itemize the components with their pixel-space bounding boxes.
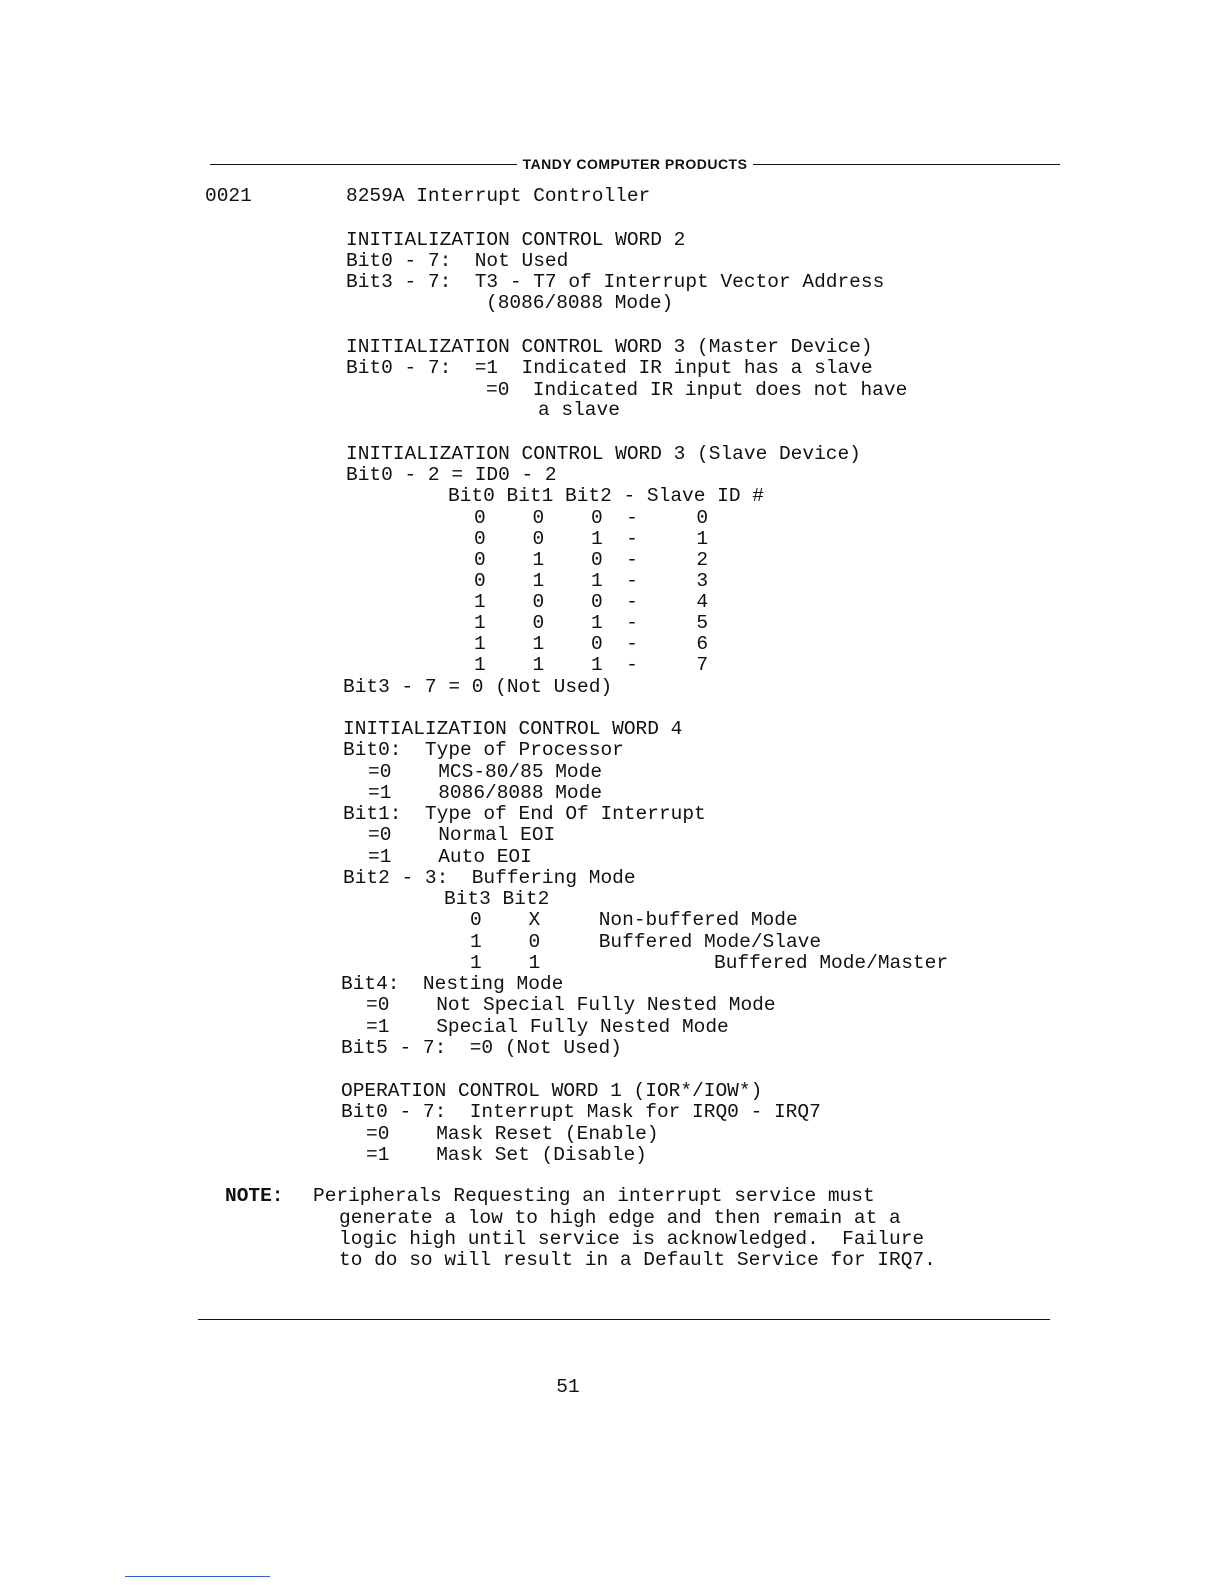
icw3-slave-heading: INITIALIZATION CONTROL WORD 3 (Slave Device) [346, 443, 861, 465]
table-row: 0 0 1 - 1 [474, 528, 709, 550]
icw3-slave-line1: Bit0 - 2 = ID0 - 2 [346, 464, 557, 486]
header-rule-right [753, 164, 1060, 165]
table-row: 1 1 1 - 7 [474, 654, 709, 676]
table-row-bits: 1 1 [470, 952, 541, 974]
table-row: 0 1 1 - 3 [474, 570, 709, 592]
ocw1-line1: Bit0 - 7: Interrupt Mask for IRQ0 - IRQ7 [341, 1101, 821, 1123]
icw4-bit5-7: Bit5 - 7: =0 (Not Used) [341, 1037, 622, 1059]
footer-rule [198, 1319, 1050, 1320]
table-row: 1 0 Buffered Mode/Slave [470, 931, 822, 953]
icw4-bit0-v0: =0 MCS-80/85 Mode [368, 761, 603, 783]
icw4-heading: INITIALIZATION CONTROL WORD 4 [343, 718, 683, 740]
ocw1-heading: OPERATION CONTROL WORD 1 (IOR*/IOW*) [341, 1080, 763, 1102]
icw4-bit4-v1: =1 Special Fully Nested Mode [366, 1016, 729, 1038]
note-label: NOTE: [225, 1185, 284, 1207]
table-row-text: Buffered Mode/Master [714, 952, 949, 974]
header-rule-left [210, 164, 517, 165]
icw3-slave-footer: Bit3 - 7 = 0 (Not Used) [343, 676, 613, 698]
icw3-master-line3: a slave [538, 399, 620, 421]
section-code: 0021 [205, 185, 252, 207]
icw4-bit1-v0: =0 Normal EOI [368, 824, 556, 846]
icw4-bit1: Bit1: Type of End Of Interrupt [343, 803, 706, 825]
note-line1: Peripherals Requesting an interrupt service must [313, 1185, 875, 1207]
icw2-line1: Bit0 - 7: Not Used [346, 250, 569, 272]
note-line2: generate a low to high edge and then remain at a [339, 1207, 901, 1229]
note-line3: logic high until service is acknowledged. Failure [339, 1228, 925, 1250]
table-row: 1 0 1 - 5 [474, 612, 709, 634]
bottom-scan-line [125, 1576, 270, 1577]
icw2-line2: Bit3 - 7: T3 - T7 of Interrupt Vector Address [346, 271, 885, 293]
page-number: 51 [556, 1376, 580, 1398]
section-title: 8259A Interrupt Controller [346, 185, 651, 207]
icw3-master-line2: =0 Indicated IR input does not have [486, 379, 908, 401]
table-row: 0 0 0 - 0 [474, 507, 709, 529]
ocw1-v1: =1 Mask Set (Disable) [366, 1144, 647, 1166]
buffer-table-header: Bit3 Bit2 [444, 888, 550, 910]
table-row: 0 X Non-buffered Mode [470, 909, 798, 931]
icw3-master-line1: Bit0 - 7: =1 Indicated IR input has a slave [346, 357, 873, 379]
icw4-bit0: Bit0: Type of Processor [343, 739, 624, 761]
slave-id-table-header: Bit0 Bit1 Bit2 - Slave ID # [448, 485, 764, 507]
icw3-master-heading: INITIALIZATION CONTROL WORD 3 (Master Device) [346, 336, 873, 358]
ocw1-v0: =0 Mask Reset (Enable) [366, 1123, 659, 1145]
page-header [210, 154, 1060, 174]
icw4-bit4: Bit4: Nesting Mode [341, 973, 564, 995]
icw4-bit4-v0: =0 Not Special Fully Nested Mode [366, 994, 776, 1016]
table-row: 0 1 0 - 2 [474, 549, 709, 571]
icw4-bit2-3: Bit2 - 3: Buffering Mode [343, 867, 636, 889]
table-row: 1 1 0 - 6 [474, 633, 709, 655]
note-line4: to do so will result in a Default Service for IRQ7. [339, 1249, 936, 1271]
header-title: TANDY COMPUTER PRODUCTS [522, 156, 748, 172]
icw2-line3: (8086/8088 Mode) [486, 292, 674, 314]
icw4-bit1-v1: =1 Auto EOI [368, 846, 532, 868]
icw4-bit0-v1: =1 8086/8088 Mode [368, 782, 603, 804]
table-row: 1 0 0 - 4 [474, 591, 709, 613]
icw2-heading: INITIALIZATION CONTROL WORD 2 [346, 229, 686, 251]
